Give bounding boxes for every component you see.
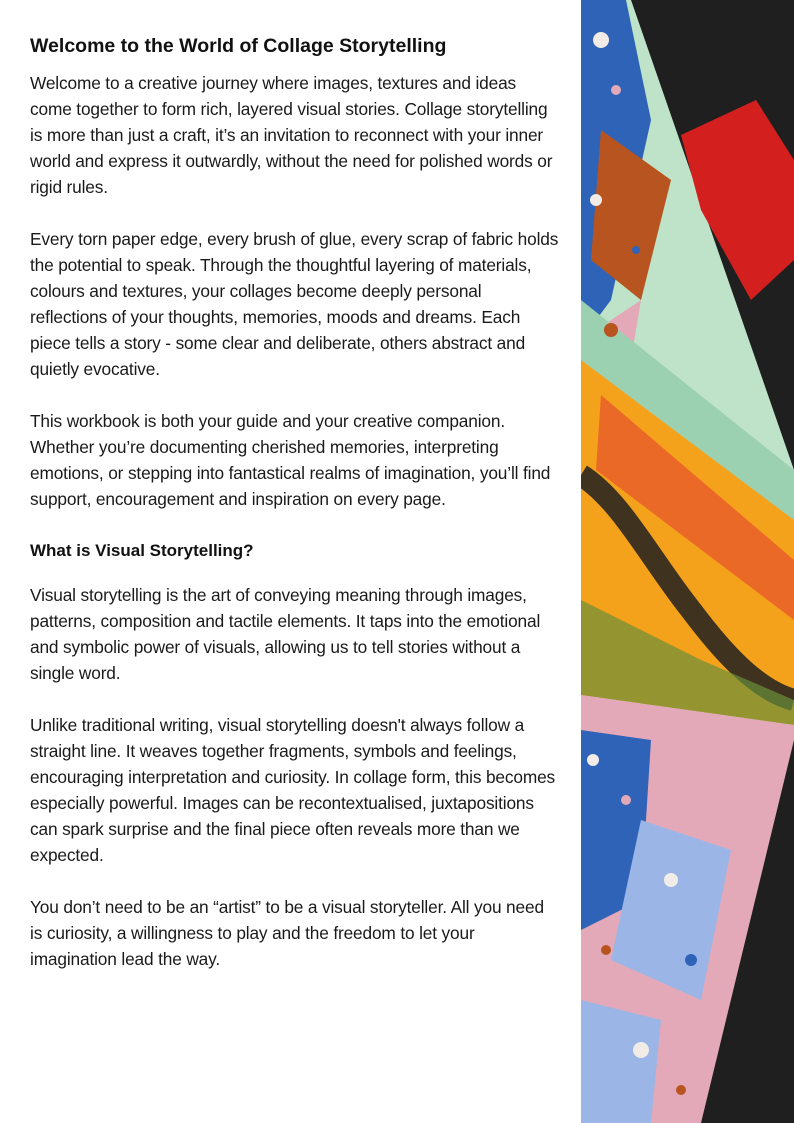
art-lower-lightblue-bottom [581, 1000, 661, 1123]
abstract-art-image [581, 0, 794, 1123]
visual-paragraph-3: You don’t need to be an “artist” to be a visual storyteller. All you need is curiosity, a willingness to play and the freedom to let your imagination lead the way. [30, 897, 544, 969]
visual-paragraph-2: Unlike traditional writing, visual storytelling doesn't always follow a straight line. It weaves together fragments, symbols and feelings, encouraging interpretation and curiosity. In collage form, this becomes especially powerful. Images can be recontextualised, juxtapositions can spark surprise and the final piece often reveals more than we expected. [30, 715, 556, 865]
welcome-paragraph-2: Every torn paper edge, every brush of glue, every scrap of fabric holds the potential to speak. Through the thoughtful layering of materials, colours and textures, your collages become deeply personal reflections of your thoughts, memories, moods and dreams. Each piece tells a story - some clear and deliberate, others abstract and quietly evocative. [30, 229, 559, 379]
text-column [30, 32, 560, 998]
welcome-paragraph-1: Welcome to a creative journey where images, textures and ideas come together to form rich, layered visual stories. Collage storytelling is more than just a craft, it’s an invitation to reconnect with your inner world and express it outwardly, without the need for polished words or rigid rules. [30, 73, 553, 197]
abstract-art-panel [581, 0, 794, 1123]
visual-storytelling-heading: What is Visual Storytelling? [30, 541, 254, 560]
welcome-heading: Welcome to the World of Collage Storytelling [30, 35, 447, 57]
visual-paragraph-1: Visual storytelling is the art of conveying meaning through images, patterns, composition and tactile elements. It taps into the emotional and symbolic power of visuals, allowing us to tell stories without a single word. [30, 585, 541, 683]
welcome-paragraph-3: This workbook is both your guide and your creative companion. Whether you’re documenting cherished memories, interpreting emotions, or stepping into fantastical realms of imagination, you’ll find support, encouragement and inspiration on every page. [30, 411, 551, 509]
